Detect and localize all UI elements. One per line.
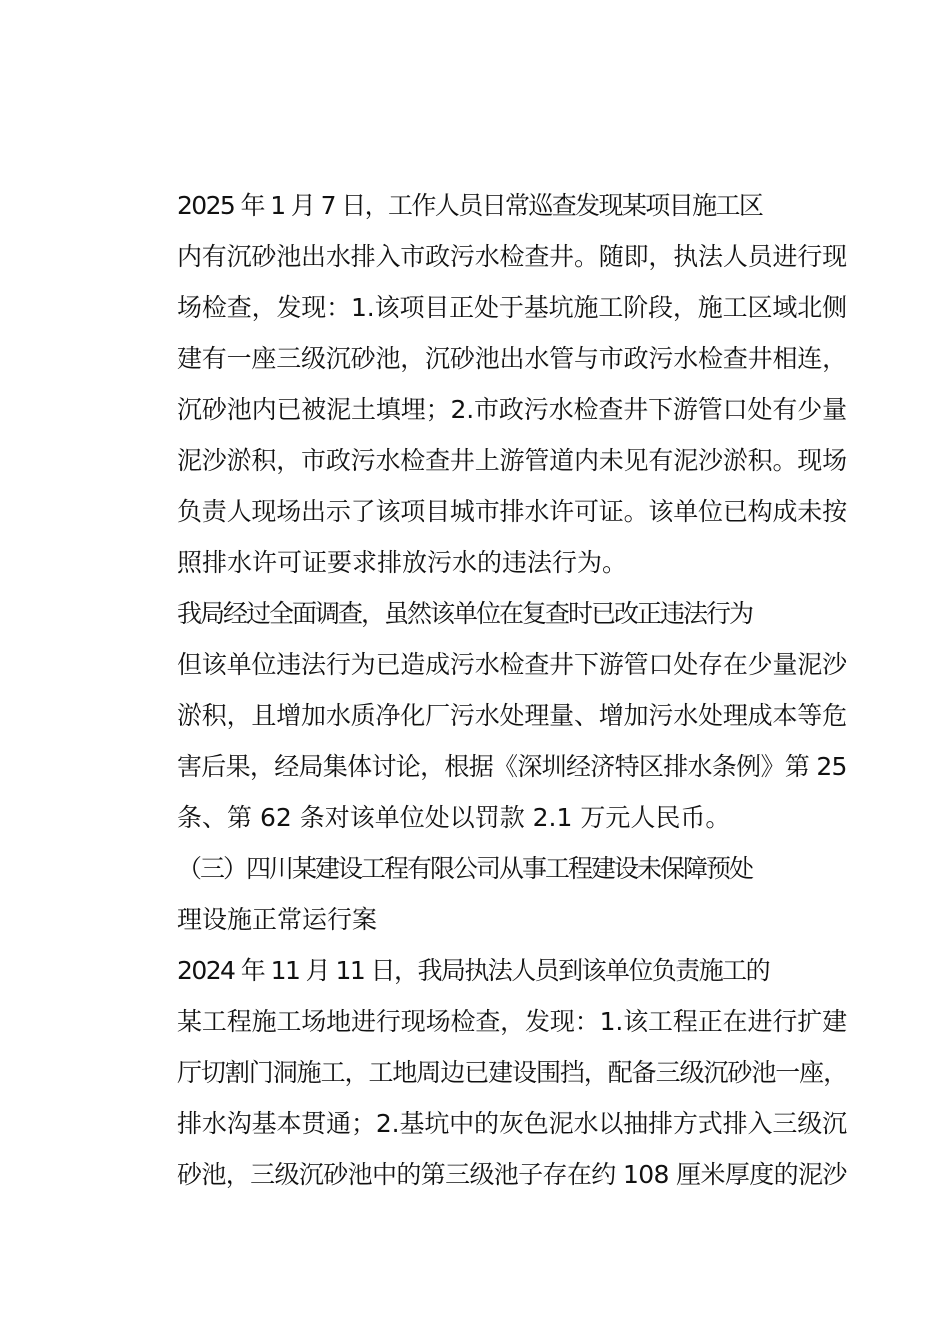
text-line: （三）四川某建设工程有限公司从事工程建设未保障预处 bbox=[177, 854, 753, 883]
text-line: 害后果，经局集体讨论，根据《深圳经济特区排水条例》第 25 bbox=[177, 752, 847, 781]
section-heading-case-3 bbox=[127, 843, 847, 945]
text-line: 排水沟基本贯通；2.基坑中的灰色泥水以抽排方式排入三级沉 bbox=[177, 1109, 847, 1138]
document-body bbox=[127, 180, 847, 1200]
text-line: 我局经过全面调查，虽然该单位在复查时已改正违法行为 bbox=[177, 599, 753, 628]
text-line: 负责人现场出示了该项目城市排水许可证。该单位已构成未按 bbox=[177, 497, 847, 526]
text-line: 2024 年 11 月 11 日，我局执法人员到该单位负责施工的 bbox=[177, 956, 770, 985]
text-line: 淤积，且增加水质净化厂污水处理量、增加污水处理成本等危 bbox=[177, 701, 847, 730]
text-line: 内有沉砂池出水排入市政污水检查井。随即，执法人员进行现 bbox=[177, 242, 847, 271]
text-line: 条、第 62 条对该单位处以罚款 2.1 万元人民币。 bbox=[177, 803, 731, 832]
paragraph-penalty-decision bbox=[127, 588, 847, 843]
text-line: 2025 年 1 月 7 日，工作人员日常巡查发现某项目施工区 bbox=[177, 191, 763, 220]
text-line: 沉砂池内已被泥土填埋；2.市政污水检查井下游管口处有少量 bbox=[177, 395, 847, 424]
paragraph-incident-2024 bbox=[127, 945, 847, 1200]
text-line: 砂池，三级沉砂池中的第三级池子存在约 108 厘米厚度的泥沙 bbox=[177, 1160, 847, 1189]
text-line: 泥沙淤积，市政污水检查井上游管道内未见有泥沙淤积。现场 bbox=[177, 446, 847, 475]
text-line: 厅切割门洞施工，工地周边已建设围挡，配备三级沉砂池一座， bbox=[177, 1058, 848, 1087]
text-line: 场检查，发现：1.该项目正处于基坑施工阶段，施工区域北侧 bbox=[177, 293, 847, 322]
text-line: 建有一座三级沉砂池，沉砂池出水管与市政污水检查井相连， bbox=[177, 344, 847, 373]
text-line: 某工程施工场地进行现场检查，发现：1.该工程正在进行扩建 bbox=[177, 1007, 847, 1036]
paragraph-incident-2025 bbox=[127, 180, 847, 588]
text-line: 但该单位违法行为已造成污水检查井下游管口处存在少量泥沙 bbox=[177, 650, 847, 679]
text-line: 照排水许可证要求排放污水的违法行为。 bbox=[177, 548, 628, 577]
text-line: 理设施正常运行案 bbox=[177, 905, 378, 934]
